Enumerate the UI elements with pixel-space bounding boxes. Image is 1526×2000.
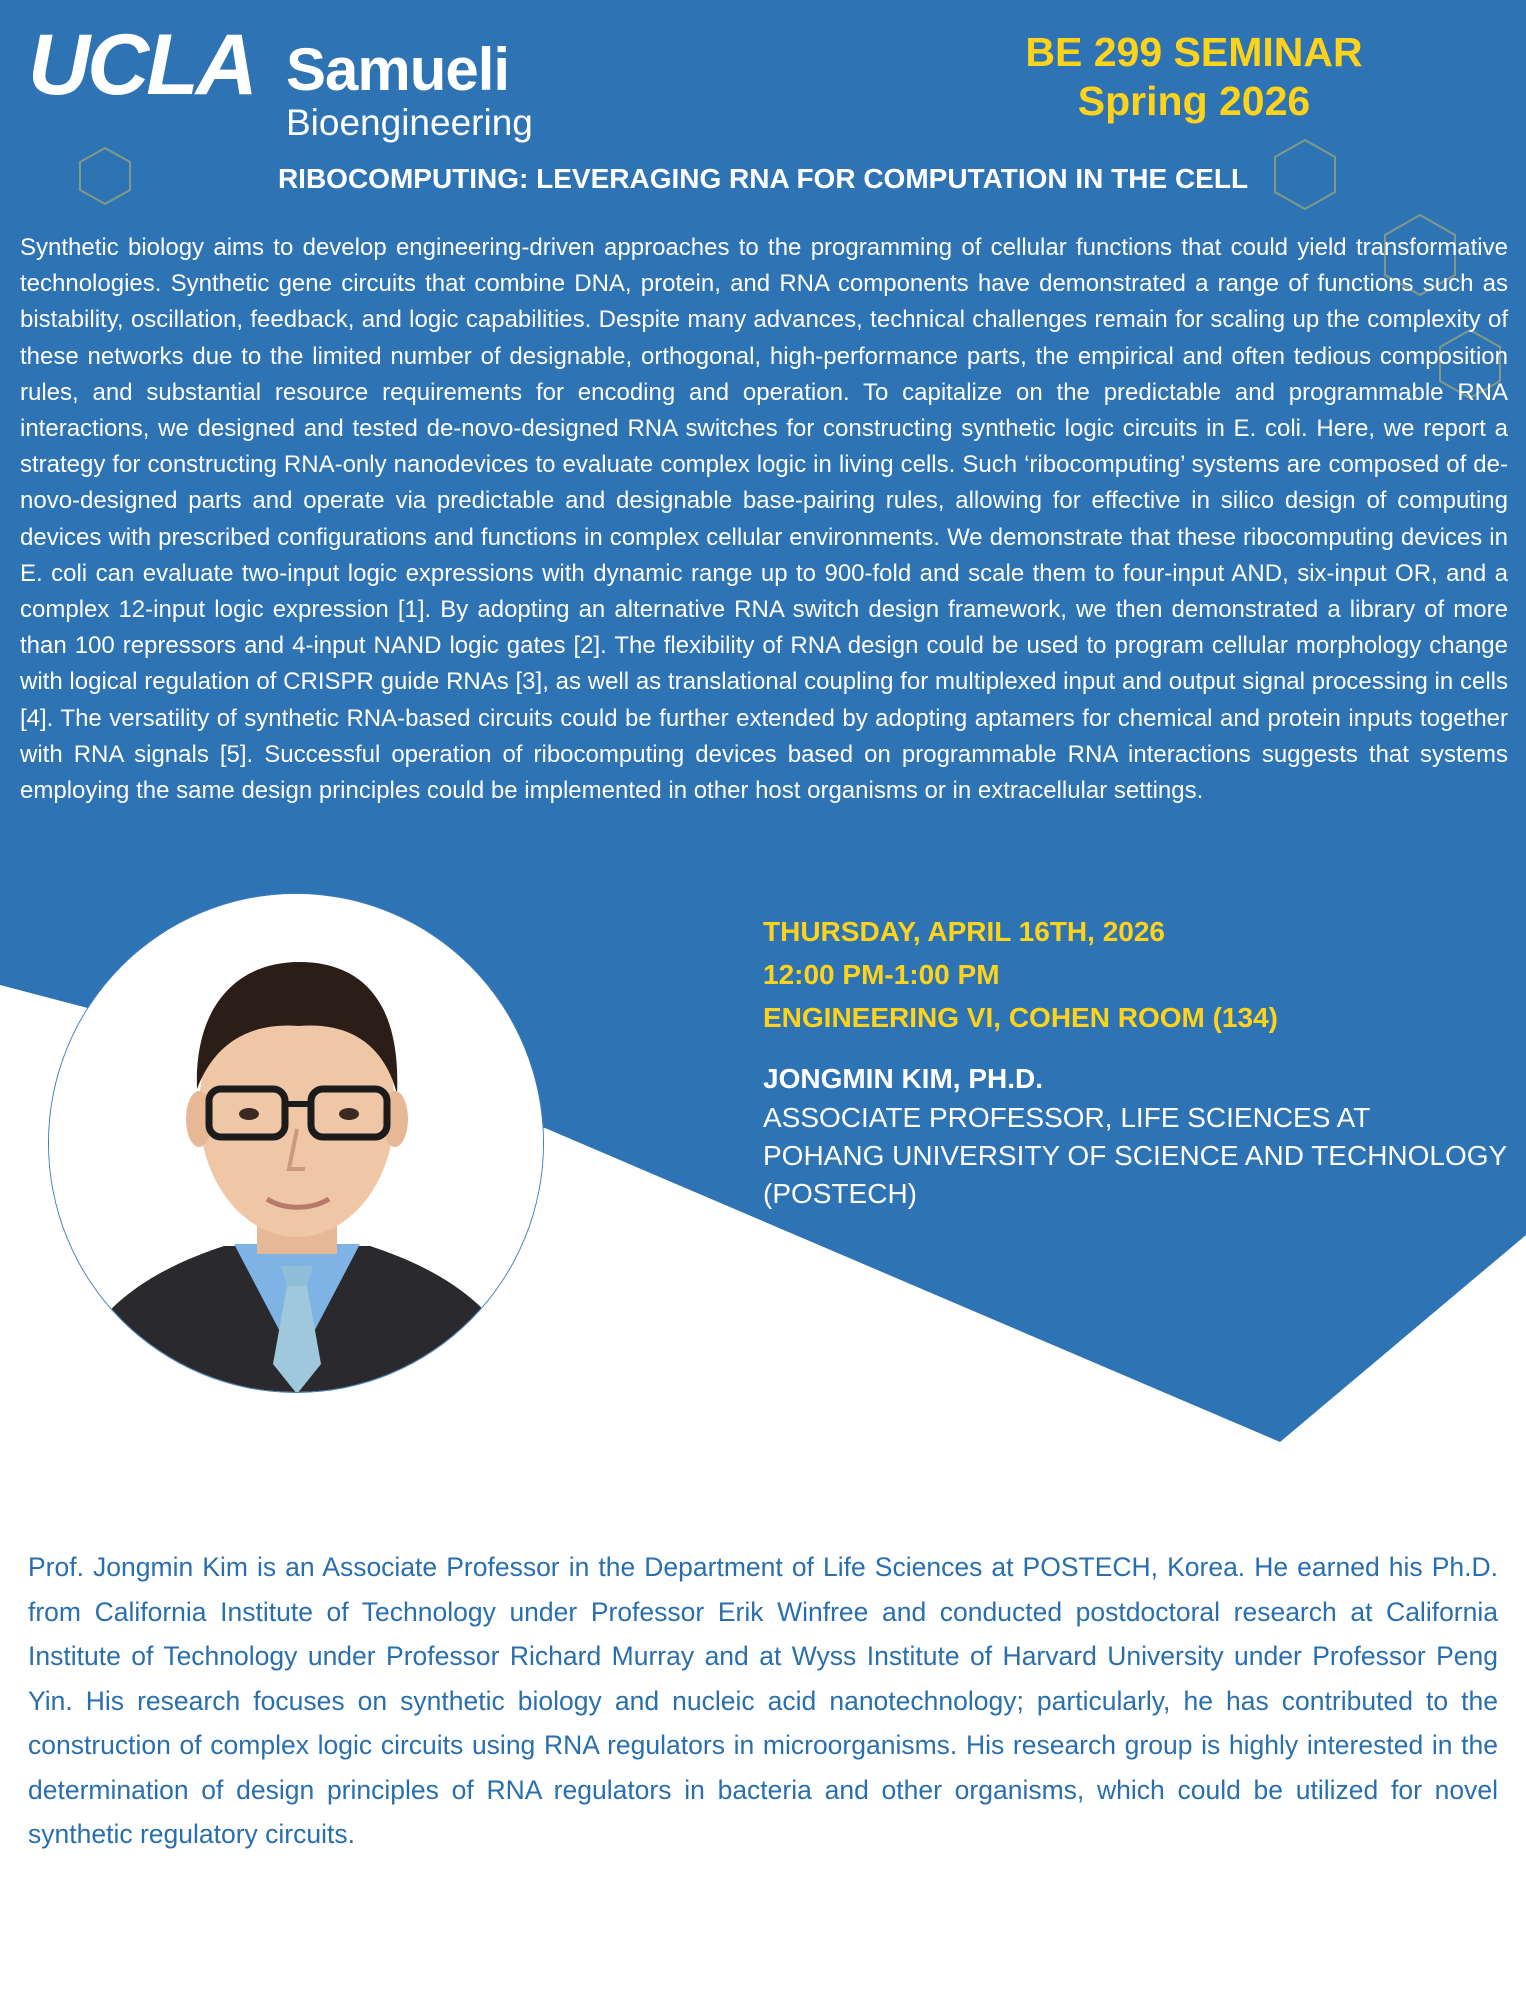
speaker-bio: Prof. Jongmin Kim is an Associate Professor in the Department of Life Sciences at POSTECH, Korea. He earned his Ph.D. from California Institute of Technology under Professor Erik Winfree and conducted postdoctoral research at California Institute of Technology under Professor Richard Murray and at Wyss Institute of Harvard University under Professor Peng Yin. His research focuses on synthetic biology and nucleic acid nanotechnology; particularly, he has contributed to the construction of complex logic circuits using RNA regulators in microorganisms. His research group is highly interested in the determination of design principles of RNA regulators in bacteria and other organisms, which could be utilized for novel synthetic regulatory circuits. [28,1552,1498,1849]
event-date: THURSDAY, APRIL 16TH, 2026 [763,916,1165,947]
portrait-illustration [49,894,544,1393]
speaker-title-line-3: (POSTECH) [763,1178,917,1209]
logo-department-text: Bioengineering [286,102,533,143]
talk-abstract: Synthetic biology aims to develop engineering-driven approaches to the programming of cellular functions that could yield transformative technologies. Synthetic gene circuits that combine DNA, protein, and RNA components have demonstrated a range of functions such as bistability, oscillation, feedback, and logic capabilities. Despite many advances, technical challenges remain for scaling up the complexity of these networks due to the limited number of designable, orthogonal, high-performance parts, the empirical and often tedious composition rules, and substantial resource requirements for encoding and operation. To capitalize on the predictable and programmable RNA interactions, we designed and tested de-novo-designed RNA switches for constructing synthetic logic circuits in E. coli. Here, we report a strategy for constructing RNA-only nanodevices to evaluate complex logic in living cells. Such ‘ribocomputing’ systems are composed of de-novo-designed parts and operate via predictable and designable base-pairing rules, allowing for effective in silico design of computing devices with prescribed configurations and functions in complex cellular environments. We demonstrate that these ribocomputing devices in E. coli can evaluate two-input logic expressions with dynamic range up to 900-fold and scale them to four-input AND, six-input OR, and a complex 12-input logic expression [1]. By adopting an alternative RNA switch design framework, we then demonstrated a library of more than 100 repressors and 4-input NAND logic gates [2]. The flexibility of RNA design could be used to program cellular morphology change with logical regulation of CRISPR guide RNAs [3], as well as translational coupling for multiplexed input and output signal processing in cells [4]. The versatility of synthetic RNA-based circuits could be further extended by adopting aptamers for chemical and protein inputs together with RNA signals [5]. Successful operation of ribocomputing devices based on programmable RNA interactions suggests that systems employing the same design principles could be implemented in other host organisms or in extracellular settings. [20,234,1508,805]
event-details [763,910,1508,1213]
logo-samueli-text: Samueli [286,36,510,103]
event-time: 12:00 PM-1:00 PM [763,959,1000,990]
speaker-title-line-1: ASSOCIATE PROFESSOR, LIFE SCIENCES AT [763,1102,1371,1133]
seminar-term: Spring 2026 [1077,78,1311,125]
talk-title: RIBOCOMPUTING: LEVERAGING RNA FOR COMPUTATION IN THE CELL [277,163,1249,194]
seminar-heading [934,28,1454,126]
speaker-name: JONGMIN KIM, PH.D. [763,1063,1044,1094]
event-location: ENGINEERING VI, COHEN ROOM (134) [763,1002,1278,1033]
logo-ucla-text: UCLA [28,17,255,113]
speaker-title-line-2: POHANG UNIVERSITY OF SCIENCE AND TECHNOLOGY [763,1140,1508,1171]
speaker-portrait [48,893,544,1393]
seminar-course: BE 299 SEMINAR [1025,29,1363,75]
